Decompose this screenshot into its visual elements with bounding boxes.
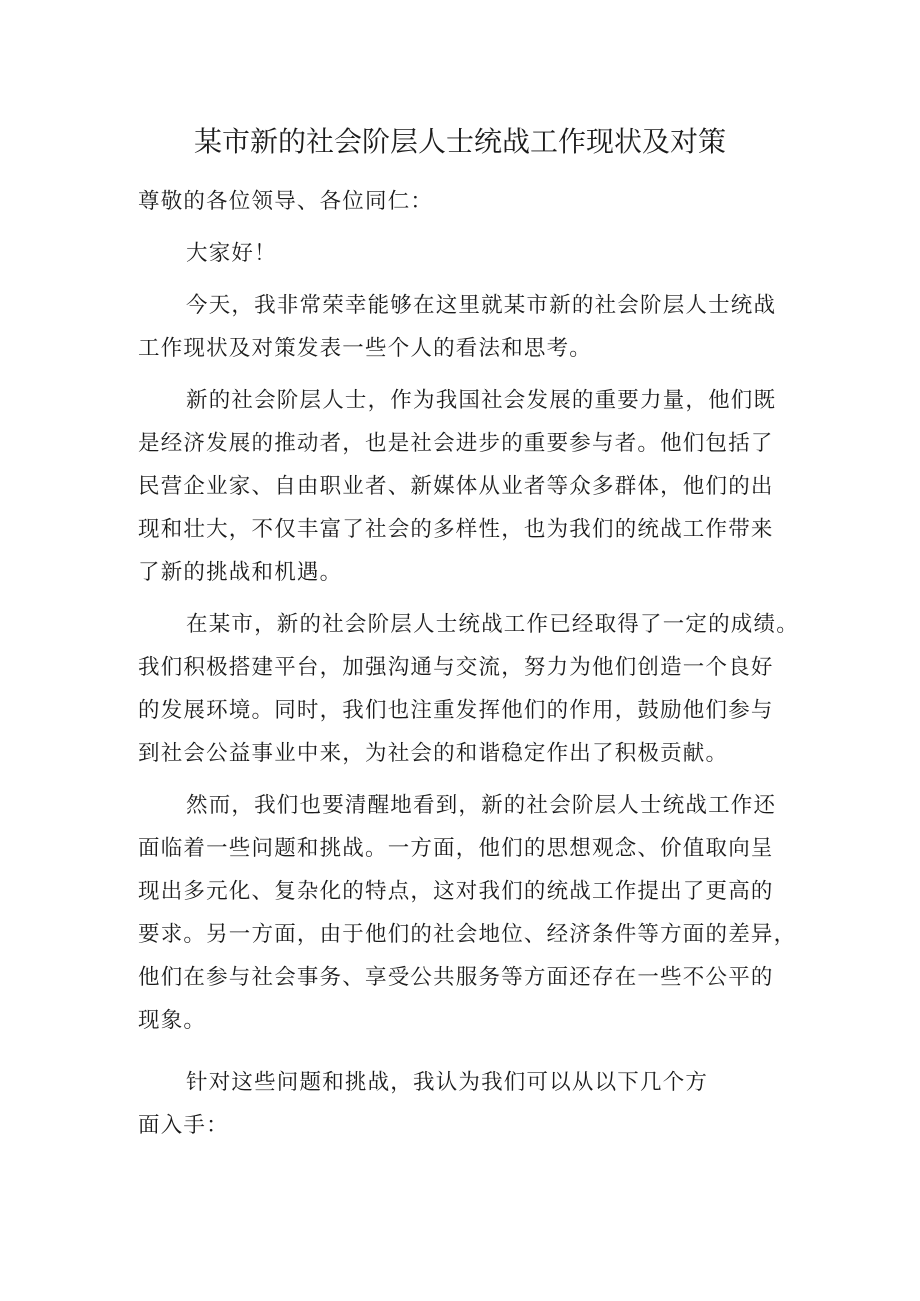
paragraph-line: 针对这些问题和挑战，我认为我们可以从以下几个方 xyxy=(186,1070,709,1095)
paragraph-line: 的发展环境。同时，我们也注重发挥他们的作用，鼓励他们参与 xyxy=(138,698,774,723)
paragraph-line: 现出多元化、复杂化的特点，这对我们的统战工作提出了更高的 xyxy=(138,879,774,904)
paragraph-line: 现象。 xyxy=(138,1008,207,1033)
paragraph-line: 面临着一些问题和挑战。一方面，他们的思想观念、价值取向呈 xyxy=(138,836,774,861)
paragraph-2 xyxy=(138,379,808,594)
paragraph-line: 是经济发展的推动者，也是社会进步的重要参与者。他们包括了 xyxy=(138,431,774,456)
paragraph-line: 现和壮大，不仅丰富了社会的多样性，也为我们的统战工作带来 xyxy=(138,517,774,542)
paragraph-line: 新的社会阶层人士，作为我国社会发展的重要力量，他们既 xyxy=(186,388,777,413)
paragraph-line: 我们积极搭建平台，加强沟通与交流，努力为他们创造一个良好 xyxy=(138,655,774,680)
paragraph-line: 了新的挑战和机遇。 xyxy=(138,560,343,585)
document-body xyxy=(138,180,808,1147)
paragraph-line: 他们在参与社会事务、享受公共服务等方面还存在一些不公平的 xyxy=(138,965,774,990)
paragraph-line: 今天，我非常荣幸能够在这里就某市新的社会阶层人士统战 xyxy=(186,293,777,318)
paragraph-3 xyxy=(138,603,808,775)
paragraph-line: 然而，我们也要清醒地看到，新的社会阶层人士统战工作还 xyxy=(186,793,777,818)
salutation: 尊敬的各位领导、各位同仁： xyxy=(138,189,434,214)
paragraph-line: 民营企业家、自由职业者、新媒体从业者等众多群体，他们的出 xyxy=(138,474,774,499)
greeting: 大家好！ xyxy=(186,241,277,266)
paragraph-line: 到社会公益事业中来，为社会的和谐稳定作出了积极贡献。 xyxy=(138,741,729,766)
paragraph-1 xyxy=(138,284,808,370)
paragraph-4 xyxy=(138,784,808,1042)
paragraph-5 xyxy=(138,1061,808,1147)
paragraph-line: 在某市，新的社会阶层人士统战工作已经取得了一定的成绩。 xyxy=(186,612,799,637)
paragraph-line: 工作现状及对策发表一些个人的看法和思考。 xyxy=(138,336,593,361)
document-title: 某市新的社会阶层人士统战工作现状及对策 xyxy=(193,125,726,158)
paragraph-line: 要求。另一方面，由于他们的社会地位、经济条件等方面的差异， xyxy=(138,922,797,947)
paragraph-line: 面入手： xyxy=(138,1113,229,1138)
